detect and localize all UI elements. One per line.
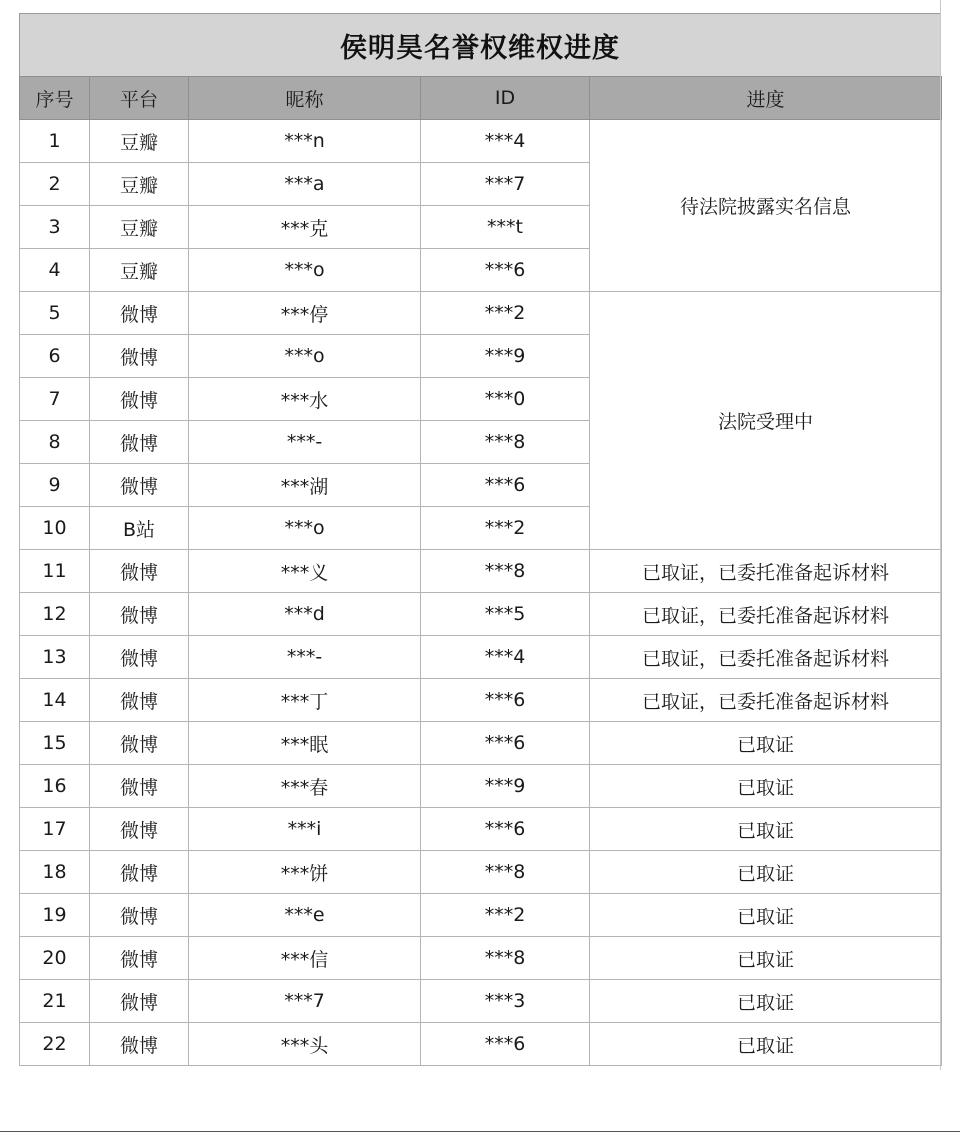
- cell-nickname: ***i: [189, 808, 421, 851]
- cell-id: ***5: [421, 593, 590, 636]
- cell-id: ***0: [421, 378, 590, 421]
- cell-index: 1: [20, 120, 90, 163]
- cell-platform: 微博: [90, 722, 189, 765]
- table-row: [20, 765, 942, 808]
- table-row: [20, 1023, 942, 1066]
- cell-index: 9: [20, 464, 90, 507]
- cell-index: 14: [20, 679, 90, 722]
- header-id: ID: [421, 77, 590, 120]
- cell-nickname: ***头: [189, 1023, 421, 1066]
- cell-id: ***6: [421, 249, 590, 292]
- cell-id: ***2: [421, 292, 590, 335]
- cell-index: 18: [20, 851, 90, 894]
- cell-id: ***8: [421, 937, 590, 980]
- cell-nickname: ***7: [189, 980, 421, 1023]
- header-nickname: 昵称: [189, 77, 421, 120]
- cell-platform: 微博: [90, 550, 189, 593]
- cell-progress: 已取证: [590, 722, 942, 765]
- table-row: [20, 679, 942, 722]
- cell-id: ***6: [421, 808, 590, 851]
- table-row: [20, 937, 942, 980]
- cell-progress: 已取证: [590, 808, 942, 851]
- cell-index: 10: [20, 507, 90, 550]
- table-row: [20, 593, 942, 636]
- cell-platform: 微博: [90, 980, 189, 1023]
- cell-progress: 已取证: [590, 894, 942, 937]
- cell-progress: 已取证: [590, 937, 942, 980]
- cell-index: 22: [20, 1023, 90, 1066]
- table-header-row: [20, 77, 942, 120]
- cell-nickname: ***o: [189, 249, 421, 292]
- cell-nickname: ***n: [189, 120, 421, 163]
- cell-nickname: ***e: [189, 894, 421, 937]
- cell-progress: 已取证: [590, 1023, 942, 1066]
- cell-index: 21: [20, 980, 90, 1023]
- cell-index: 7: [20, 378, 90, 421]
- cell-id: ***7: [421, 163, 590, 206]
- cell-platform: 微博: [90, 593, 189, 636]
- cell-progress: 已取证，已委托准备起诉材料: [590, 550, 942, 593]
- cell-platform: 微博: [90, 894, 189, 937]
- cell-id: ***8: [421, 851, 590, 894]
- cell-id: ***t: [421, 206, 590, 249]
- right-edge-line: [940, 0, 941, 1070]
- cell-index: 12: [20, 593, 90, 636]
- cell-index: 11: [20, 550, 90, 593]
- cell-progress: 法院受理中: [590, 292, 942, 550]
- cell-progress: 已取证，已委托准备起诉材料: [590, 679, 942, 722]
- cell-index: 5: [20, 292, 90, 335]
- cell-platform: 微博: [90, 421, 189, 464]
- cell-id: ***9: [421, 765, 590, 808]
- progress-table: [19, 76, 942, 1066]
- cell-index: 8: [20, 421, 90, 464]
- cell-nickname: ***义: [189, 550, 421, 593]
- cell-nickname: ***-: [189, 636, 421, 679]
- sheet-title: 侯明昊名誉权维权进度: [19, 13, 941, 76]
- cell-nickname: ***饼: [189, 851, 421, 894]
- table-row: [20, 894, 942, 937]
- cell-nickname: ***水: [189, 378, 421, 421]
- cell-nickname: ***o: [189, 335, 421, 378]
- cell-nickname: ***春: [189, 765, 421, 808]
- cell-platform: 微博: [90, 937, 189, 980]
- cell-nickname: ***眠: [189, 722, 421, 765]
- cell-id: ***6: [421, 464, 590, 507]
- cell-progress: 已取证: [590, 765, 942, 808]
- cell-nickname: ***d: [189, 593, 421, 636]
- cell-index: 4: [20, 249, 90, 292]
- cell-id: ***6: [421, 722, 590, 765]
- cell-nickname: ***湖: [189, 464, 421, 507]
- cell-id: ***8: [421, 421, 590, 464]
- table-row: [20, 636, 942, 679]
- cell-platform: 豆瓣: [90, 249, 189, 292]
- cell-platform: 微博: [90, 765, 189, 808]
- header-progress: 进度: [590, 77, 942, 120]
- progress-sheet: [19, 13, 941, 1066]
- cell-index: 15: [20, 722, 90, 765]
- cell-progress: 已取证: [590, 980, 942, 1023]
- cell-index: 3: [20, 206, 90, 249]
- cell-index: 19: [20, 894, 90, 937]
- cell-nickname: ***克: [189, 206, 421, 249]
- cell-id: ***4: [421, 636, 590, 679]
- cell-index: 2: [20, 163, 90, 206]
- cell-nickname: ***停: [189, 292, 421, 335]
- cell-platform: B站: [90, 507, 189, 550]
- cell-platform: 豆瓣: [90, 206, 189, 249]
- table-row: [20, 980, 942, 1023]
- bottom-divider: [0, 1131, 960, 1132]
- cell-platform: 微博: [90, 378, 189, 421]
- cell-platform: 微博: [90, 636, 189, 679]
- cell-index: 6: [20, 335, 90, 378]
- header-index: 序号: [20, 77, 90, 120]
- cell-id: ***8: [421, 550, 590, 593]
- cell-platform: 微博: [90, 292, 189, 335]
- cell-id: ***2: [421, 507, 590, 550]
- cell-platform: 微博: [90, 851, 189, 894]
- cell-platform: 微博: [90, 679, 189, 722]
- cell-index: 13: [20, 636, 90, 679]
- cell-platform: 豆瓣: [90, 120, 189, 163]
- cell-progress: 已取证，已委托准备起诉材料: [590, 593, 942, 636]
- cell-platform: 豆瓣: [90, 163, 189, 206]
- cell-platform: 微博: [90, 808, 189, 851]
- cell-id: ***9: [421, 335, 590, 378]
- table-row: [20, 808, 942, 851]
- cell-progress: 已取证，已委托准备起诉材料: [590, 636, 942, 679]
- cell-index: 17: [20, 808, 90, 851]
- cell-id: ***3: [421, 980, 590, 1023]
- cell-progress: 待法院披露实名信息: [590, 120, 942, 292]
- cell-platform: 微博: [90, 464, 189, 507]
- table-row: [20, 120, 942, 163]
- table-body: [20, 120, 942, 1066]
- cell-id: ***6: [421, 1023, 590, 1066]
- cell-id: ***6: [421, 679, 590, 722]
- cell-index: 16: [20, 765, 90, 808]
- table-row: [20, 851, 942, 894]
- cell-platform: 微博: [90, 335, 189, 378]
- cell-id: ***2: [421, 894, 590, 937]
- cell-nickname: ***o: [189, 507, 421, 550]
- header-platform: 平台: [90, 77, 189, 120]
- cell-nickname: ***-: [189, 421, 421, 464]
- cell-platform: 微博: [90, 1023, 189, 1066]
- table-row: [20, 292, 942, 335]
- cell-nickname: ***丁: [189, 679, 421, 722]
- cell-nickname: ***信: [189, 937, 421, 980]
- table-row: [20, 722, 942, 765]
- cell-progress: 已取证: [590, 851, 942, 894]
- cell-nickname: ***a: [189, 163, 421, 206]
- table-row: [20, 550, 942, 593]
- cell-index: 20: [20, 937, 90, 980]
- cell-id: ***4: [421, 120, 590, 163]
